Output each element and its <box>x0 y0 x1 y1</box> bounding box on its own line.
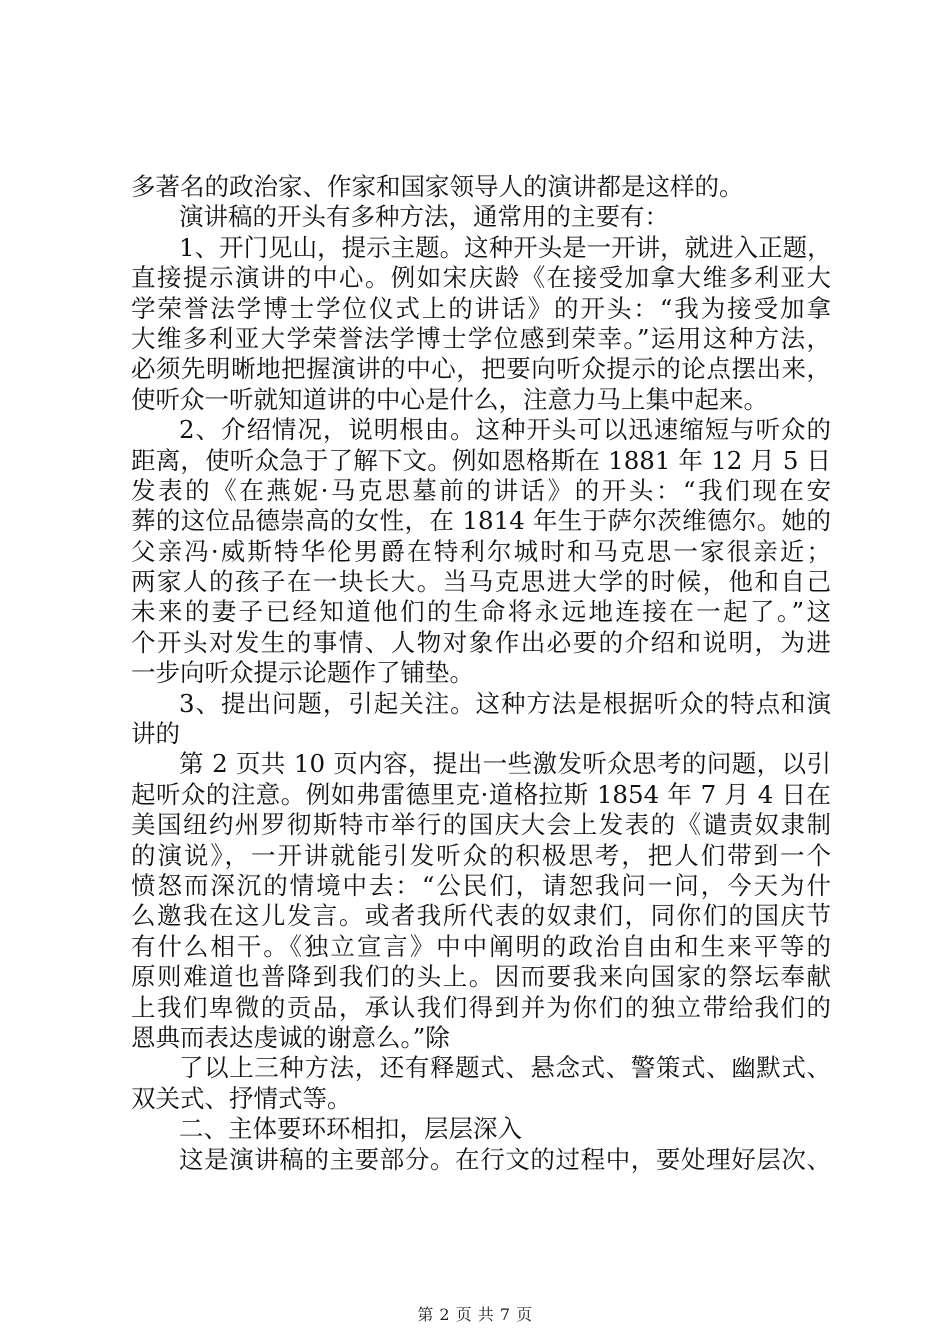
text-line: 原则难道也普降到我们的头上。因而要我来向国家的祭坛奉献 <box>131 962 831 992</box>
text-line: 双关式、抒情式等。 <box>131 1083 352 1113</box>
text-line: 一步向听众提示论题作了铺垫。 <box>131 658 474 688</box>
text-line: 3、提出问题，引起关注。这种方法是根据听众的特点和演 <box>179 688 831 718</box>
text-line: 父亲冯·威斯特华伦男爵在特利尔城时和马克思一家很亲近； <box>131 536 831 566</box>
text-line: 二、主体要环环相扣，层层深入 <box>179 1114 522 1144</box>
text-line: 讲的 <box>131 719 180 749</box>
text-line: 演讲稿的开头有多种方法，通常用的主要有： <box>179 202 669 232</box>
text-line: 愤怒而深沉的情境中去：“公民们，请恕我问一问，今天为什 <box>131 870 831 900</box>
text-line: 个开头对发生的事情、人物对象作出必要的介绍和说明，为进 <box>131 627 831 657</box>
text-line: 1、开门见山，提示主题。这种开头是一开讲，就进入正题， <box>179 232 832 262</box>
text-line: 有什么相干。《独立宣言》中中阐明的政治自由和生来平等的 <box>131 931 831 961</box>
text-line: 葬的这位品德崇高的女性，在 1814 年生于萨尔茨维德尔。她的 <box>131 506 831 536</box>
text-line: 必须先明晰地把握演讲的中心，把要向听众提示的论点摆出来， <box>131 354 831 384</box>
document-body <box>131 172 831 1175</box>
text-line: 第 2 页共 10 页内容，提出一些激发听众思考的问题，以引 <box>179 749 831 779</box>
text-line: 两家人的孩子在一块长大。当马克思进大学的时候，他和自己 <box>131 567 831 597</box>
page-footer: 第 2 页 共 7 页 <box>417 1305 533 1324</box>
text-line: 使听众一听就知道讲的中心是什么，注意力马上集中起来。 <box>131 384 768 414</box>
text-line: 上我们卑微的贡品，承认我们得到并为你们的独立带给我们的 <box>131 992 831 1022</box>
text-line: 直接提示演讲的中心。例如宋庆龄《在接受加拿大维多利亚大 <box>131 263 831 293</box>
text-line: 这是演讲稿的主要部分。在行文的过程中，要处理好层次、 <box>179 1144 831 1174</box>
text-line: 恩典而表达虔诚的谢意么。”除 <box>131 1022 450 1052</box>
text-line: 多著名的政治家、作家和国家领导人的演讲都是这样的。 <box>131 172 744 201</box>
text-line: 么邀我在这儿发言。或者我所代表的奴隶们，同你们的国庆节 <box>131 901 831 931</box>
text-line: 了以上三种方法，还有释题式、悬念式、警策式、幽默式、 <box>179 1053 831 1083</box>
text-line: 发表的《在燕妮·马克思墓前的讲话》的开头：“我们现在安 <box>131 475 831 505</box>
text-line: 未来的妻子已经知道他们的生命将永远地连接在一起了。”这 <box>131 597 831 627</box>
text-line: 学荣誉法学博士学位仪式上的讲话》的开头：“我为接受加拿 <box>131 293 831 323</box>
text-line: 起听众的注意。例如弗雷德里克·道格拉斯 1854 年 7 月 4 日在 <box>131 779 831 809</box>
text-line: 2、介绍情况，说明根由。这种开头可以迅速缩短与听众的 <box>179 415 831 445</box>
text-line: 距离，使听众急于了解下文。例如恩格斯在 1881 年 12 月 5 日 <box>131 445 831 475</box>
text-line: 的演说》，一开讲就能引发听众的积极思考，把人们带到一个 <box>131 840 831 870</box>
text-line: 美国纽约州罗彻斯特市举行的国庆大会上发表的《谴责奴隶制 <box>131 810 831 840</box>
text-line: 大维多利亚大学荣誉法学博士学位感到荣幸。”运用这种方法， <box>131 323 831 353</box>
